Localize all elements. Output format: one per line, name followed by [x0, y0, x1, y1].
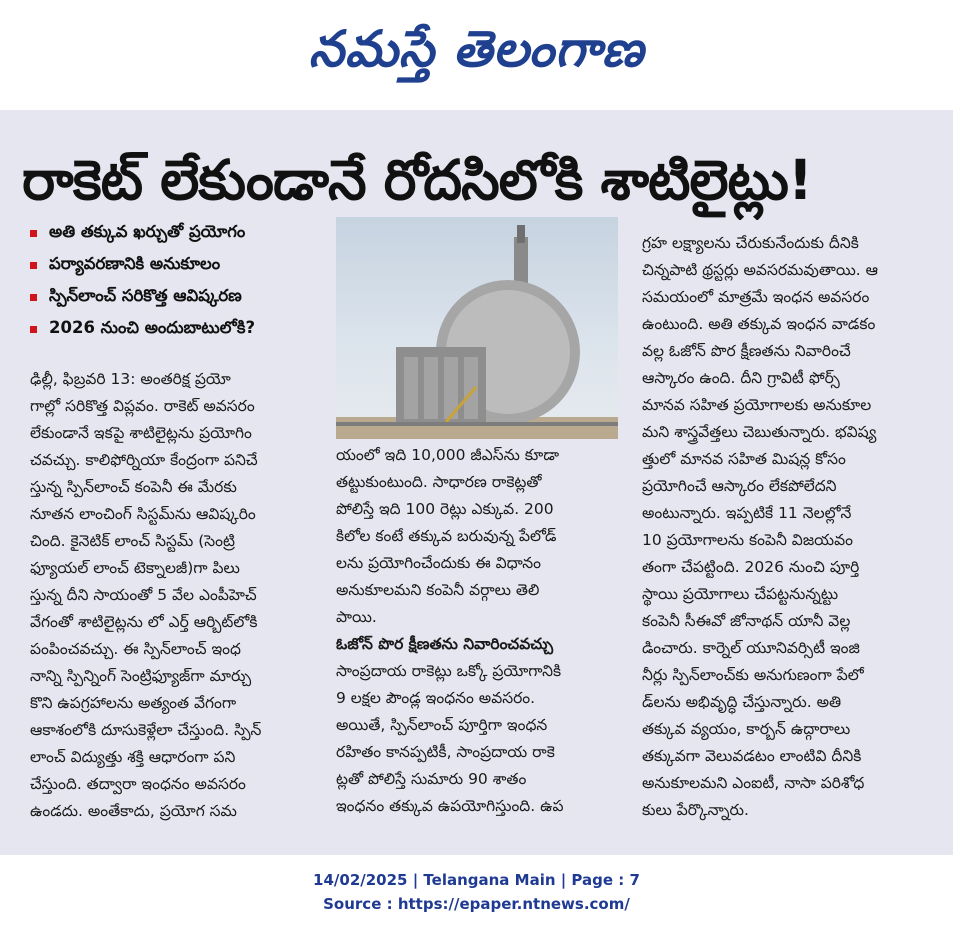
article-text-line: వేగంతో శాటిలైట్లను లో ఎర్త్ ఆర్బిట్‌లోకి [30, 613, 258, 631]
article-text-line: కిలోల కంటే తక్కువ బరువున్న పేలోడ్ [336, 527, 557, 545]
spinlaunch-facility-image [336, 217, 618, 439]
article-text-line: స్తున్న దీని సాయంతో 5 వేల ఎంపీహెచ్ [30, 586, 257, 604]
article-column-3 [642, 230, 932, 824]
highlights-list [30, 217, 330, 345]
article-text-line: తట్టుకుంటుంది. సాధారణ రాకెట్లతో [336, 473, 542, 491]
article-text-line: డ్‌లను అభివృద్ధి చేస్తున్నారు. అతి [642, 693, 842, 711]
article-text-line: మానవ సహిత ప్రయోగాలకు అనుకూల [642, 396, 872, 414]
article-text-line: తక్కువగా వెలువడటం లాంటివి దీనికి [642, 747, 862, 765]
bullet-square-icon [30, 294, 37, 301]
article-text-line: 9 లక్షల పౌండ్ల ఇంధనం అవసరం. [336, 689, 536, 707]
article-text-line: సాంప్రదాయ రాకెట్లు ఒక్కో ప్రయోగానికి [336, 662, 562, 680]
article-text-line: 10 ప్రయోగాలను కంపెనీ విజయవం [642, 531, 853, 549]
highlight-item: స్పిన్‌లాంచ్ సరికొత్త ఆవిష్కరణ [30, 281, 330, 313]
news-article [0, 110, 953, 855]
article-text-line: అయితే, స్పిన్‌లాంచ్ పూర్తిగా ఇంధన [336, 716, 548, 734]
article-text-line: యంలో ఇది 10,000 జీఎస్‌ను కూడా [336, 446, 560, 464]
article-subheading: ఓజోన్ పొర క్షీణతను నివారించవచ్చు [336, 635, 553, 653]
highlight-item: అతి తక్కువ ఖర్చుతో ప్రయోగం [30, 217, 330, 249]
article-text-line: అనుకూలమని కంపెనీ వర్గాలు తెలి [336, 581, 540, 599]
article-column-1 [30, 366, 308, 825]
article-text-line: పంపించవచ్చు. ఈ స్పిన్‌లాంచ్ ఇంధ [30, 640, 241, 658]
spinlaunch-photo [336, 217, 618, 439]
article-text-line: ఢిల్లీ, ఫిబ్రవరి 13: అంతరిక్ష ప్రయో [30, 370, 231, 388]
article-text-line: నూతన లాంచింగ్ సిస్టమ్‌ను ఆవిష్కరిం [30, 505, 256, 523]
article-text-line: వల్ల ఓజోన్ పొర క్షీణతను నివారించే [642, 342, 851, 360]
article-text-line: చింది. కైనెటిక్ లాంచ్ సిస్టమ్ (సెంట్రి [30, 532, 235, 550]
article-text-line: కొని ఉపగ్రహాలను అత్యంత వేగంగా [30, 694, 237, 712]
article-text-line: సమయంలో మాత్రమే ఇంధన అవసరం [642, 288, 870, 306]
article-text-line: లేకుండానే ఇకపై శాటిలైట్లను ప్రయోగిం [30, 424, 252, 442]
article-text-line: స్థాయి ప్రయోగాలు చేపట్టనున్నట్టు [642, 585, 839, 603]
page-footer [0, 868, 953, 916]
article-text-line: అంటున్నారు. ఇప్పటికే 11 నెలల్లోనే [642, 504, 852, 522]
highlight-item: పర్యావరణానికి అనుకూలం [30, 249, 330, 281]
article-text-line: పాయి. [336, 608, 377, 626]
edition-info: 14/02/2025 | Telangana Main | Page : 7 [313, 871, 640, 889]
article-text-line: ట్లతో పోలిస్తే సుమారు 90 శాతం [336, 770, 527, 788]
bullet-square-icon [30, 326, 37, 333]
article-text-line: నాన్ని స్పిన్నింగ్ సెంట్రిఫ్యూజ్‌గా మార్చు [30, 667, 252, 685]
masthead [0, 0, 953, 110]
article-text-line: ఆస్కారం ఉంది. దీని గ్రావిటీ ఫోర్స్ [642, 369, 840, 387]
article-column-2 [336, 442, 618, 820]
article-text-line: రహితం కానప్పటికీ, సాంప్రదాయ రాకె [336, 743, 555, 761]
article-text-line: తంగా చేపట్టింది. 2026 నుంచి పూర్తి [642, 558, 860, 576]
article-text-line: ఫ్యూయల్ లాంచ్ టెక్నాలజీ)గా పిలు [30, 559, 240, 577]
article-text-line: ఉంటుంది. అతి తక్కువ ఇంధన వాడకం [642, 315, 876, 333]
article-text-line: చిన్నపాటి థ్రస్టర్లు అవసరమవుతాయి. ఆ [642, 261, 878, 279]
article-text-line: అనుకూలమని ఎంఐటీ, నాసా పరిశోధ [642, 774, 865, 792]
article-text-line: కులు పేర్కొన్నారు. [642, 801, 749, 819]
article-text-line: లను ప్రయోగించేందుకు ఈ విధానం [336, 554, 542, 572]
bullet-square-icon [30, 230, 37, 237]
highlight-item: 2026 నుంచి అందుబాటులోకి? [30, 313, 330, 345]
article-text-line: ఉండదు. అంతేకాదు, ప్రయోగ సమ [30, 802, 237, 820]
article-text-line: పోలిస్తే ఇది 100 రెట్లు ఎక్కువ. 200 [336, 500, 554, 518]
source-link[interactable]: Source : https://epaper.ntnews.com/ [323, 895, 630, 913]
article-text-line: డించారు. కార్నెల్ యూనివర్సిటీ ఇంజి [642, 639, 860, 657]
article-text-line: నీర్లు స్పిన్‌లాంచ్‌కు అనుగుణంగా పేలో [642, 666, 864, 684]
article-text-line: త్తులో మానవ సహిత మిషన్ల కోసం [642, 450, 846, 468]
bullet-square-icon [30, 262, 37, 269]
article-text-line: చేస్తుంది. తద్వారా ఇంధనం అవసరం [30, 775, 246, 793]
article-text-line: మని శాస్త్రవేత్తలు చెబుతున్నారు. భవిష్య [642, 423, 877, 441]
article-text-line: లాంచ్ విద్యుత్తు శక్తి ఆధారంగా పని [30, 748, 236, 766]
article-text-line: ఆకాశంలోకి దూసుకెళ్లేలా చేస్తుంది. స్పిన్ [30, 721, 262, 739]
article-text-line: స్తున్న స్పిన్‌లాంచ్ కంపెనీ ఈ మేరకు [30, 478, 237, 496]
newspaper-logo: నమస్తే తెలంగాణ [308, 19, 645, 78]
article-headline: రాకెట్ లేకుండానే రోదసిలోకి శాటిలైట్లు! [22, 148, 813, 212]
article-text-line: చవచ్చు. కాలిఫోర్నియా కేంద్రంగా పనిచే [30, 451, 258, 469]
article-text-line: గాల్లో సరికొత్త విప్లవం. రాకెట్ అవసరం [30, 397, 255, 415]
article-text-line: ఇంధనం తక్కువ ఉపయోగిస్తుంది. ఉప [336, 797, 564, 815]
article-text-line: గ్రహ లక్ష్యాలను చేరుకునేందుకు దీనికి [642, 234, 859, 252]
article-text-line: ప్రయోగించే ఆస్కారం లేకపోలేదని [642, 477, 837, 495]
article-text-line: కంపెనీ సీఈవో జోనాథన్ యానీ వెల్ల [642, 612, 851, 630]
article-text-line: తక్కువ వ్యయం, కార్బన్ ఉద్గారాలు [642, 720, 851, 738]
